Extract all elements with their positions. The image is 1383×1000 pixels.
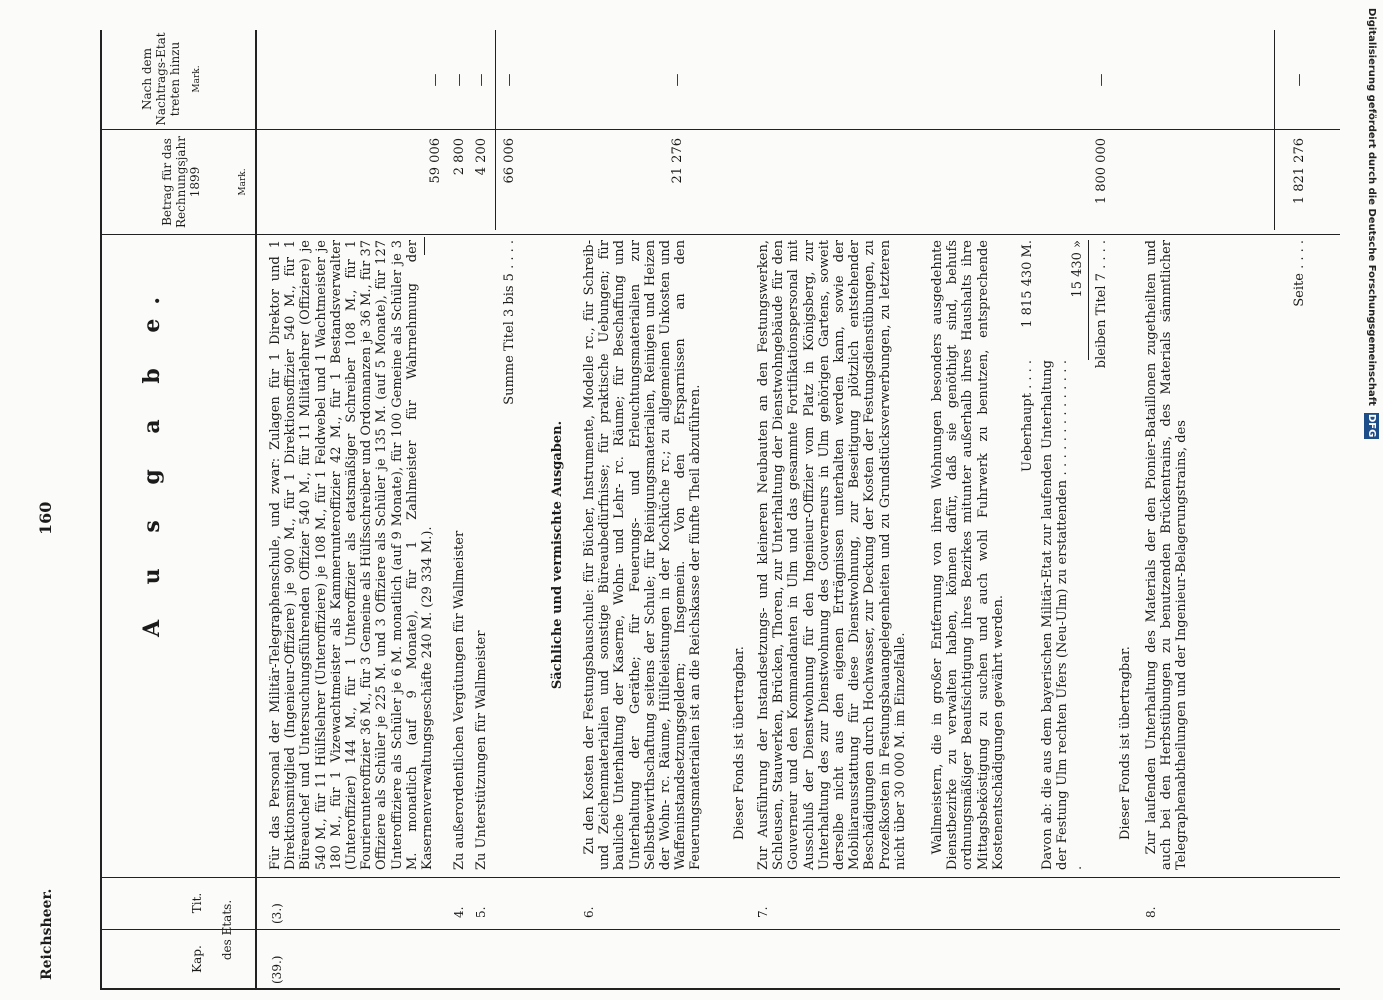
- title-8-text: Zur laufenden Unterhaltung des Materials der den Pionier-Bataillonen zugetheilten und auch bei den Herbstübungen zu benutzenden Brückentrains, des Materials sämmtlicher Telegraphenabtheilungen und der Ingenieur-Belagerungstrains, des: [1144, 240, 1190, 870]
- title-6-addition: —: [670, 73, 685, 87]
- sum-amount: 66 006: [502, 138, 517, 184]
- title-5-text: Zu Unterstützungen für Wallmeister: [474, 630, 489, 870]
- column-header-nach-unit: Mark.: [192, 65, 202, 93]
- page-number: 160: [36, 501, 55, 535]
- seite-rule: [1274, 30, 1275, 230]
- bleiben-rule: [1088, 240, 1089, 360]
- row-tit-3: (3.): [270, 903, 284, 924]
- title-7-amount: 1 800 000: [1094, 138, 1109, 205]
- dfg-logo-badge: DFG: [1366, 414, 1377, 438]
- seite-label: Seite . . . .: [1292, 240, 1307, 307]
- sum-addition: —: [502, 73, 517, 87]
- table-rule-left: [100, 988, 1340, 990]
- heading-saechliche-ausgaben: Sächliche und vermischte Ausgaben.: [550, 420, 565, 690]
- title-4-text: Zu außerordentlichen Vergütungen für Wallmeister: [452, 530, 467, 870]
- bleiben-label: bleiben Titel 7 . . . .: [1094, 240, 1109, 369]
- title-5-addition: —: [474, 73, 489, 87]
- ueberhaupt-label: Ueberhaupt . . . .: [1020, 360, 1035, 472]
- title-3-sum-rule: [424, 237, 425, 255]
- title-4-amount: 2 800: [452, 138, 467, 176]
- title-3-text: Für das Personal der Militär-Telegraphenschule, und zwar: Zulagen für 1 Direktor und 1 Direktionsmitglied (Ingenieur-Offiziere) je 900 M., für 1 Direktionsoffizier 540 M., für 1 Büreauchef und Untersuchungsführenden Offizier 540 M., für 11 Militärlehrer (Offiziere) je 540 M., für 11 Hülfslehrer (Unteroffiziere) je 108 M., für 1 Feldwebel und 1 Wachtmeister je 180 M., für 1 Vizewachtmeister als Kammerunteroffizier 42 M., für 1 Bestandsverwalter (Unteroffizier) 144 M., für 1 Unteroffizier als etatsmäßiger Schreiber 108 M., für 1 Fourierunteroffizier 36 M., für 3 Gemeine als Hülfsschreiber und Ordonnanzen je 36 M., für 37 Offiziere als Schüler je 225 M. und 3 Offiziere als Schüler je 135 M. (auf 5 Monate), für 127 Unteroffiziere als Schüler je 6 M. monatlich (auf 9 Monate), für 100 Gemeine als Schüler je 3 M. monatlich (auf 9 Monate), für 1 Zahlmeister für Wahrnehmung der Kasernenverwaltungsgeschäfte 240 M. (29 334 M.).: [268, 240, 436, 870]
- title-4-addition: —: [452, 73, 467, 87]
- column-header-tit: Tit.: [190, 892, 204, 914]
- column-header-nach-nachtrags-etat: Nach dem Nachtrags-Etat treten hinzu: [140, 32, 182, 126]
- title-7-text: Zur Ausführung der Instandsetzungs- und kleineren Neubauten an den Festungswerken, Schleusen, Stauwerken, Brücken, Thoren, zur Unterhaltung der Dienstwohngebäude für den Gouverneur und den Kommandanten in Ulm und das gesammte Fortifikationspersonal mit Ausschluß der Dienstwohnung für den Ingenieur-Offizier vom Platz in Königsberg, zur Unterhaltung des zur Dienstwohnung des Gouverneurs in Ulm gehörigen Gartens, soweit derselbe nicht aus den eigenen Erträgnissen unterhalten werden kann, sowie der Mobiliarausstattung für diese Dienstwohnung, zur Beseitigung plötzlich entstehender Beschädigungen durch Hochwasser, zur Deckung der Kosten der Festungsdienstübungen, zu Prozeßkosten in Festungsbauangelegenheiten und zu Grundstücksverwerbungen, zu letzteren nicht über 30 000 M. im Einzelfalle.: [756, 240, 908, 870]
- column-header-des-etats: des Etats.: [220, 899, 234, 961]
- sum-rule: [495, 30, 496, 230]
- running-head-title: Reichsheer.: [39, 888, 55, 980]
- digitization-note-text: Digitalisierung gefördert durch die Deutsche Forschungsgemeinschaft: [1366, 8, 1377, 406]
- table-rule-betrag: [100, 129, 1340, 130]
- rotated-budget-page: [30, 30, 1360, 990]
- table-rule-tit: [100, 877, 1340, 878]
- table-rule-text: [100, 234, 1340, 235]
- row-tit-8: 8.: [1144, 906, 1158, 918]
- title-6-text: Zu den Kosten der Festungsbauschule: für Bücher, Instrumente, Modelle rc., für Schreib- und Zeichenmaterialien und sonstige Büreaubedürfnisse; für praktische Uebungen; für bauliche Unterhaltung der Kaserne, Wohn- und Lehr- rc. Räume; für Beschaffung und Unterhaltung der Geräthe; für Feuerungs- und Erleuchtungsmaterialien zur Selbstbewirthschaftung seitens der Schule; für Reinigungsmaterialien, Reinigen und Heizen der Wohn- rc. Räume, Hülfeleistungen in der Kochküche rc.; zu allgemeinen Unkosten und Waffeninstandsetzungsgeldern; Insgemein. Von den Ersparnissen an den Feuerungsmaterialien ist an die Reichskasse der fünfte Theil abzuführen.: [582, 240, 704, 870]
- row-kap-39: (39.): [270, 955, 284, 984]
- sum-label: Summe Titel 3 bis 5 . . . .: [502, 240, 517, 405]
- davon-ab-text: Davon ab: die aus dem bayerischen Militär-Etat zur laufenden Unterhaltung der Festung Ulm rechten Ufers (Neu-Ulm) zu erstattenden . . . . . . . . . . . . . . .: [1040, 360, 1086, 870]
- row-tit-7: 7.: [756, 906, 770, 918]
- section-title-ausgabe: A u s g a b e.: [139, 282, 165, 638]
- title-5-amount: 4 200: [474, 138, 489, 176]
- column-header-betrag: Betrag für das Rechnungsjahr 1899: [160, 136, 202, 228]
- running-head: [30, 30, 70, 990]
- ueberhaupt-amount: 1 815 430 M.: [1020, 240, 1035, 328]
- table-header-rule: [255, 30, 257, 990]
- row-tit-6: 6.: [582, 906, 596, 918]
- seite-addition: —: [1292, 73, 1307, 87]
- title-7-note: Dieser Fonds ist übertragbar.: [1118, 646, 1133, 840]
- row-tit-5: 5.: [474, 906, 488, 918]
- davon-ab-amount: 15 430 »: [1070, 240, 1085, 298]
- title-3-addition: —: [428, 73, 443, 87]
- title-6-note: Dieser Fonds ist übertragbar.: [732, 646, 747, 840]
- table-rule-kap: [100, 929, 1340, 930]
- title-7-text-wallmeister: Wallmeistern, die in großer Entfernung von ihren Wohnungen besonders ausgedehnte Dienstbezirke zu verwalten haben, können dafür, daß sie genöthigt sind, behufs ordnungsmäßiger Beaufsichtigung ihres Bezirkes mitunter außerhalb ihres Haushalts ihre Mittagsbeköstigung zu suchen und auch wohl Fuhrwerk zu benutzen, entsprechende Kostenentschädigungen gewährt werden.: [930, 240, 1006, 870]
- column-header-kap: Kap.: [190, 945, 204, 973]
- table-rule-top: [100, 30, 102, 990]
- row-tit-4: 4.: [452, 906, 466, 918]
- seite-amount: 1 821 276: [1292, 138, 1307, 205]
- digitization-note: [1364, 8, 1379, 439]
- column-header-betrag-unit: Mark.: [238, 168, 248, 196]
- title-6-amount: 21 276: [670, 138, 685, 184]
- title-7-addition: —: [1094, 73, 1109, 87]
- title-3-amount: 59 006: [428, 138, 443, 184]
